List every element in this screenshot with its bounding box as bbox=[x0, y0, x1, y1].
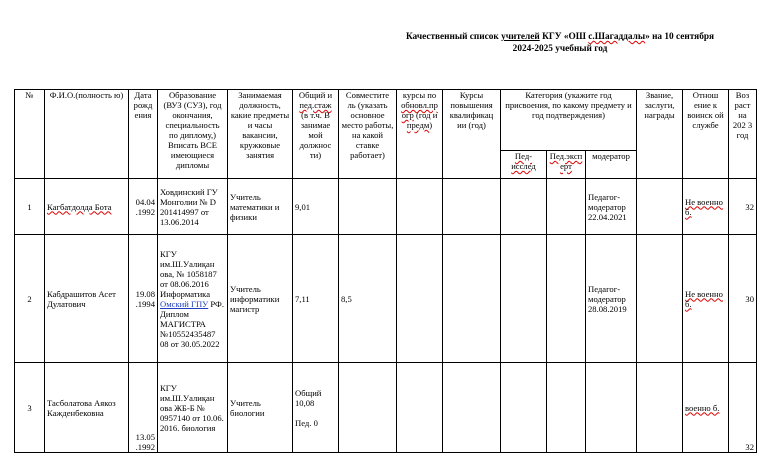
teachers-table bbox=[14, 89, 757, 453]
row-experience: 9,01 bbox=[293, 179, 339, 235]
row-qualification bbox=[443, 235, 501, 363]
row-age: 30 bbox=[729, 235, 757, 363]
row-ped-issled bbox=[501, 179, 547, 235]
row-fio: Кабдрашитов Асет Дулатович bbox=[45, 235, 129, 363]
subheader-moderator: модератор bbox=[586, 151, 637, 179]
row-moderator: Педагог-модератор 28.08.2019 bbox=[586, 235, 637, 363]
row-age: 32 bbox=[729, 179, 757, 235]
row-ped-issled bbox=[501, 235, 547, 363]
row-rank bbox=[637, 179, 683, 235]
row-position: Учитель информатики магистр bbox=[228, 235, 293, 363]
row-education: Ховдинский ГУ Монголии № D 201414997 от 13.06.2014 bbox=[158, 179, 228, 235]
header-education: Образование (ВУЗ (СУЗ), год окончания, специальность по диплому,) Вписать ВСЕ имеющиеся дипломы bbox=[158, 90, 228, 179]
row-experience: Общий 10,08 Пед. 0 bbox=[293, 363, 339, 453]
row-num: 1 bbox=[15, 179, 45, 235]
header-rank: Звание, заслуги, награды bbox=[637, 90, 683, 179]
header-combination: Совместите ль (указать основное место работы, на какой ставке работает) bbox=[339, 90, 397, 179]
row-ped-issled bbox=[501, 363, 547, 453]
row-qualification bbox=[443, 363, 501, 453]
row-moderator bbox=[586, 363, 637, 453]
header-dob: Дата рожд ения bbox=[129, 90, 158, 179]
row-rank bbox=[637, 235, 683, 363]
row-age: 32 bbox=[729, 363, 757, 453]
row-education: КГУ им.Ш.Уалиқан ова ЖБ-Б № 0957140 от 10.06. 2016. биология bbox=[158, 363, 228, 453]
row-dob: 19.08 .1994 bbox=[129, 235, 158, 363]
header-courses: курсы по обновл.прогр (год и предм) bbox=[397, 90, 443, 179]
header-military: Отнош ение к воинск ой службе bbox=[683, 90, 729, 179]
row-position: Учитель математики и физики bbox=[228, 179, 293, 235]
document-title: Качественный список учителей КГУ «ОШ с.Шагаддалы» на 10 сентября 2024-2025 учебный год bbox=[405, 32, 715, 54]
subheader-ped-expert: Пед.эксперт bbox=[547, 151, 586, 179]
row-education: КГУ им.Ш.Уалиқан ова, № 1058187 от 08.06.2016 Информатика Омский ГПУ РФ. Диплом МАГИСТРА №10552435487 08 от 30.05.2022 bbox=[158, 235, 228, 363]
row-military: военно б. bbox=[683, 363, 729, 453]
row-combination bbox=[339, 363, 397, 453]
row-moderator: Педагог-модератор 22.04.2021 bbox=[586, 179, 637, 235]
header-position: Занимаемая должность, какие предметы и часы вакансии, кружковые занятия bbox=[228, 90, 293, 179]
row-num: 3 bbox=[15, 363, 45, 453]
row-dob: 04.04 .1992 bbox=[129, 179, 158, 235]
header-age: Воз раст на 202 3 год bbox=[729, 90, 757, 179]
row-ped-expert bbox=[547, 179, 586, 235]
header-fio: Ф.И.О.(полность ю) bbox=[45, 90, 129, 179]
header-qualification: Курсы повышения квалификац ии (год) bbox=[443, 90, 501, 179]
row-experience: 7,11 bbox=[293, 235, 339, 363]
row-ped-expert bbox=[547, 235, 586, 363]
row-military: Не военно б. bbox=[683, 179, 729, 235]
row-fio: Тасболатова Аякоз Кажденбековна bbox=[45, 363, 129, 453]
row-combination bbox=[339, 179, 397, 235]
row-courses bbox=[397, 235, 443, 363]
table-row bbox=[15, 179, 757, 235]
table-row bbox=[15, 363, 757, 453]
row-courses bbox=[397, 363, 443, 453]
school-year: 2024-2025 учебный год bbox=[512, 44, 608, 54]
header-category: Категория (укажите год присвоения, по какому предмету и год подтверждения) bbox=[501, 90, 637, 151]
row-fio: Кагбатдолда Бота bbox=[45, 179, 129, 235]
row-ped-expert bbox=[547, 363, 586, 453]
row-rank bbox=[637, 363, 683, 453]
table-row bbox=[15, 235, 757, 363]
row-dob: 13.05 .1992 bbox=[129, 363, 158, 453]
row-courses bbox=[397, 179, 443, 235]
header-experience: Общий и пед.стаж (в т.ч. В занимае мой должнос ти) bbox=[293, 90, 339, 179]
header-num: № bbox=[15, 90, 45, 179]
row-military: Не военно б. bbox=[683, 235, 729, 363]
row-combination: 8,5 bbox=[339, 235, 397, 363]
university-link[interactable]: Омский ГПУ bbox=[160, 298, 209, 309]
row-qualification bbox=[443, 179, 501, 235]
subheader-ped-issled: Пед-исслед bbox=[501, 151, 547, 179]
row-position: Учитель биологии bbox=[228, 363, 293, 453]
row-num: 2 bbox=[15, 235, 45, 363]
